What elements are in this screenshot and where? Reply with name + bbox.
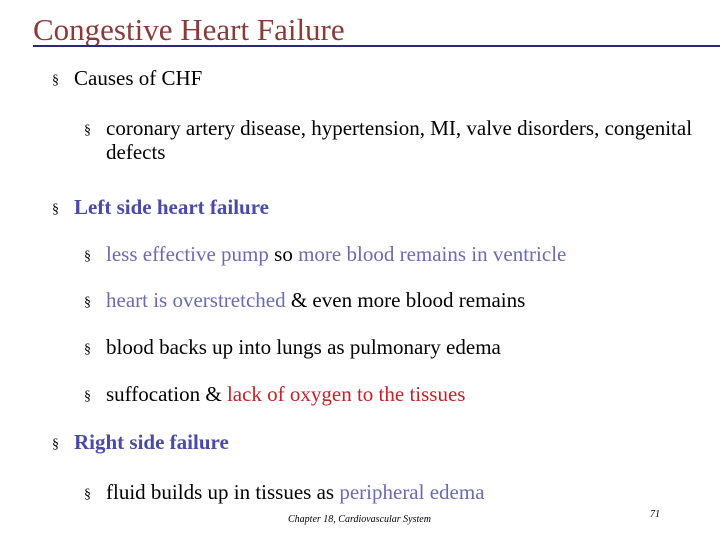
causes-list-text: coronary artery disease, hypertension, MI, valve disorders, congenital defects	[106, 116, 693, 164]
sub-bullet-left-1	[84, 242, 566, 266]
bullet-right-side	[52, 430, 229, 454]
bullet-causes-text: Causes of CHF	[74, 66, 203, 90]
left-1-part-a: less effective pump	[106, 242, 269, 266]
left-4-part-a: suffocation &	[106, 382, 227, 406]
sub-bullet-left-4	[84, 382, 465, 406]
right-1-text	[106, 480, 485, 504]
slide-footer: Chapter 18, Cardiovascular System	[288, 514, 431, 525]
bullet-marker: §	[84, 342, 91, 357]
left-3-text: blood backs up into lungs as pulmonary edema	[106, 335, 501, 359]
bullet-left-side	[52, 195, 269, 219]
bullet-marker: §	[84, 389, 91, 404]
right-1-part-a: fluid builds up in tissues as	[106, 480, 340, 504]
right-1-part-b: peripheral edema	[339, 480, 485, 504]
left-4-text	[106, 382, 465, 406]
left-1-text	[106, 242, 566, 266]
left-2-part-b: & even more blood remains	[285, 288, 526, 312]
sub-bullet-right-1	[84, 480, 485, 504]
left-2-part-a: heart is overstretched	[106, 288, 286, 312]
sub-bullet-left-2	[84, 288, 525, 312]
right-side-heading: Right side failure	[74, 430, 229, 454]
sub-bullet-causes-list	[84, 116, 706, 164]
bullet-causes	[52, 66, 202, 90]
left-1-part-c: more blood remains in ventricle	[298, 242, 567, 266]
bullet-marker: §	[84, 249, 91, 264]
slide-title: Congestive Heart Failure	[33, 12, 345, 47]
left-4-part-b: lack of oxygen to the tissues	[226, 382, 466, 406]
slide-number: 71	[650, 509, 660, 520]
sub-bullet-left-3	[84, 335, 501, 359]
left-1-part-b: so	[268, 242, 299, 266]
bullet-marker: §	[84, 295, 91, 310]
title-underline	[33, 45, 720, 47]
bullet-marker: §	[52, 202, 59, 217]
bullet-marker: §	[52, 437, 59, 452]
bullet-marker: §	[52, 73, 59, 88]
bullet-marker: §	[84, 123, 91, 138]
bullet-marker: §	[84, 487, 91, 502]
left-2-text	[106, 288, 525, 312]
left-side-heading: Left side heart failure	[74, 195, 269, 219]
